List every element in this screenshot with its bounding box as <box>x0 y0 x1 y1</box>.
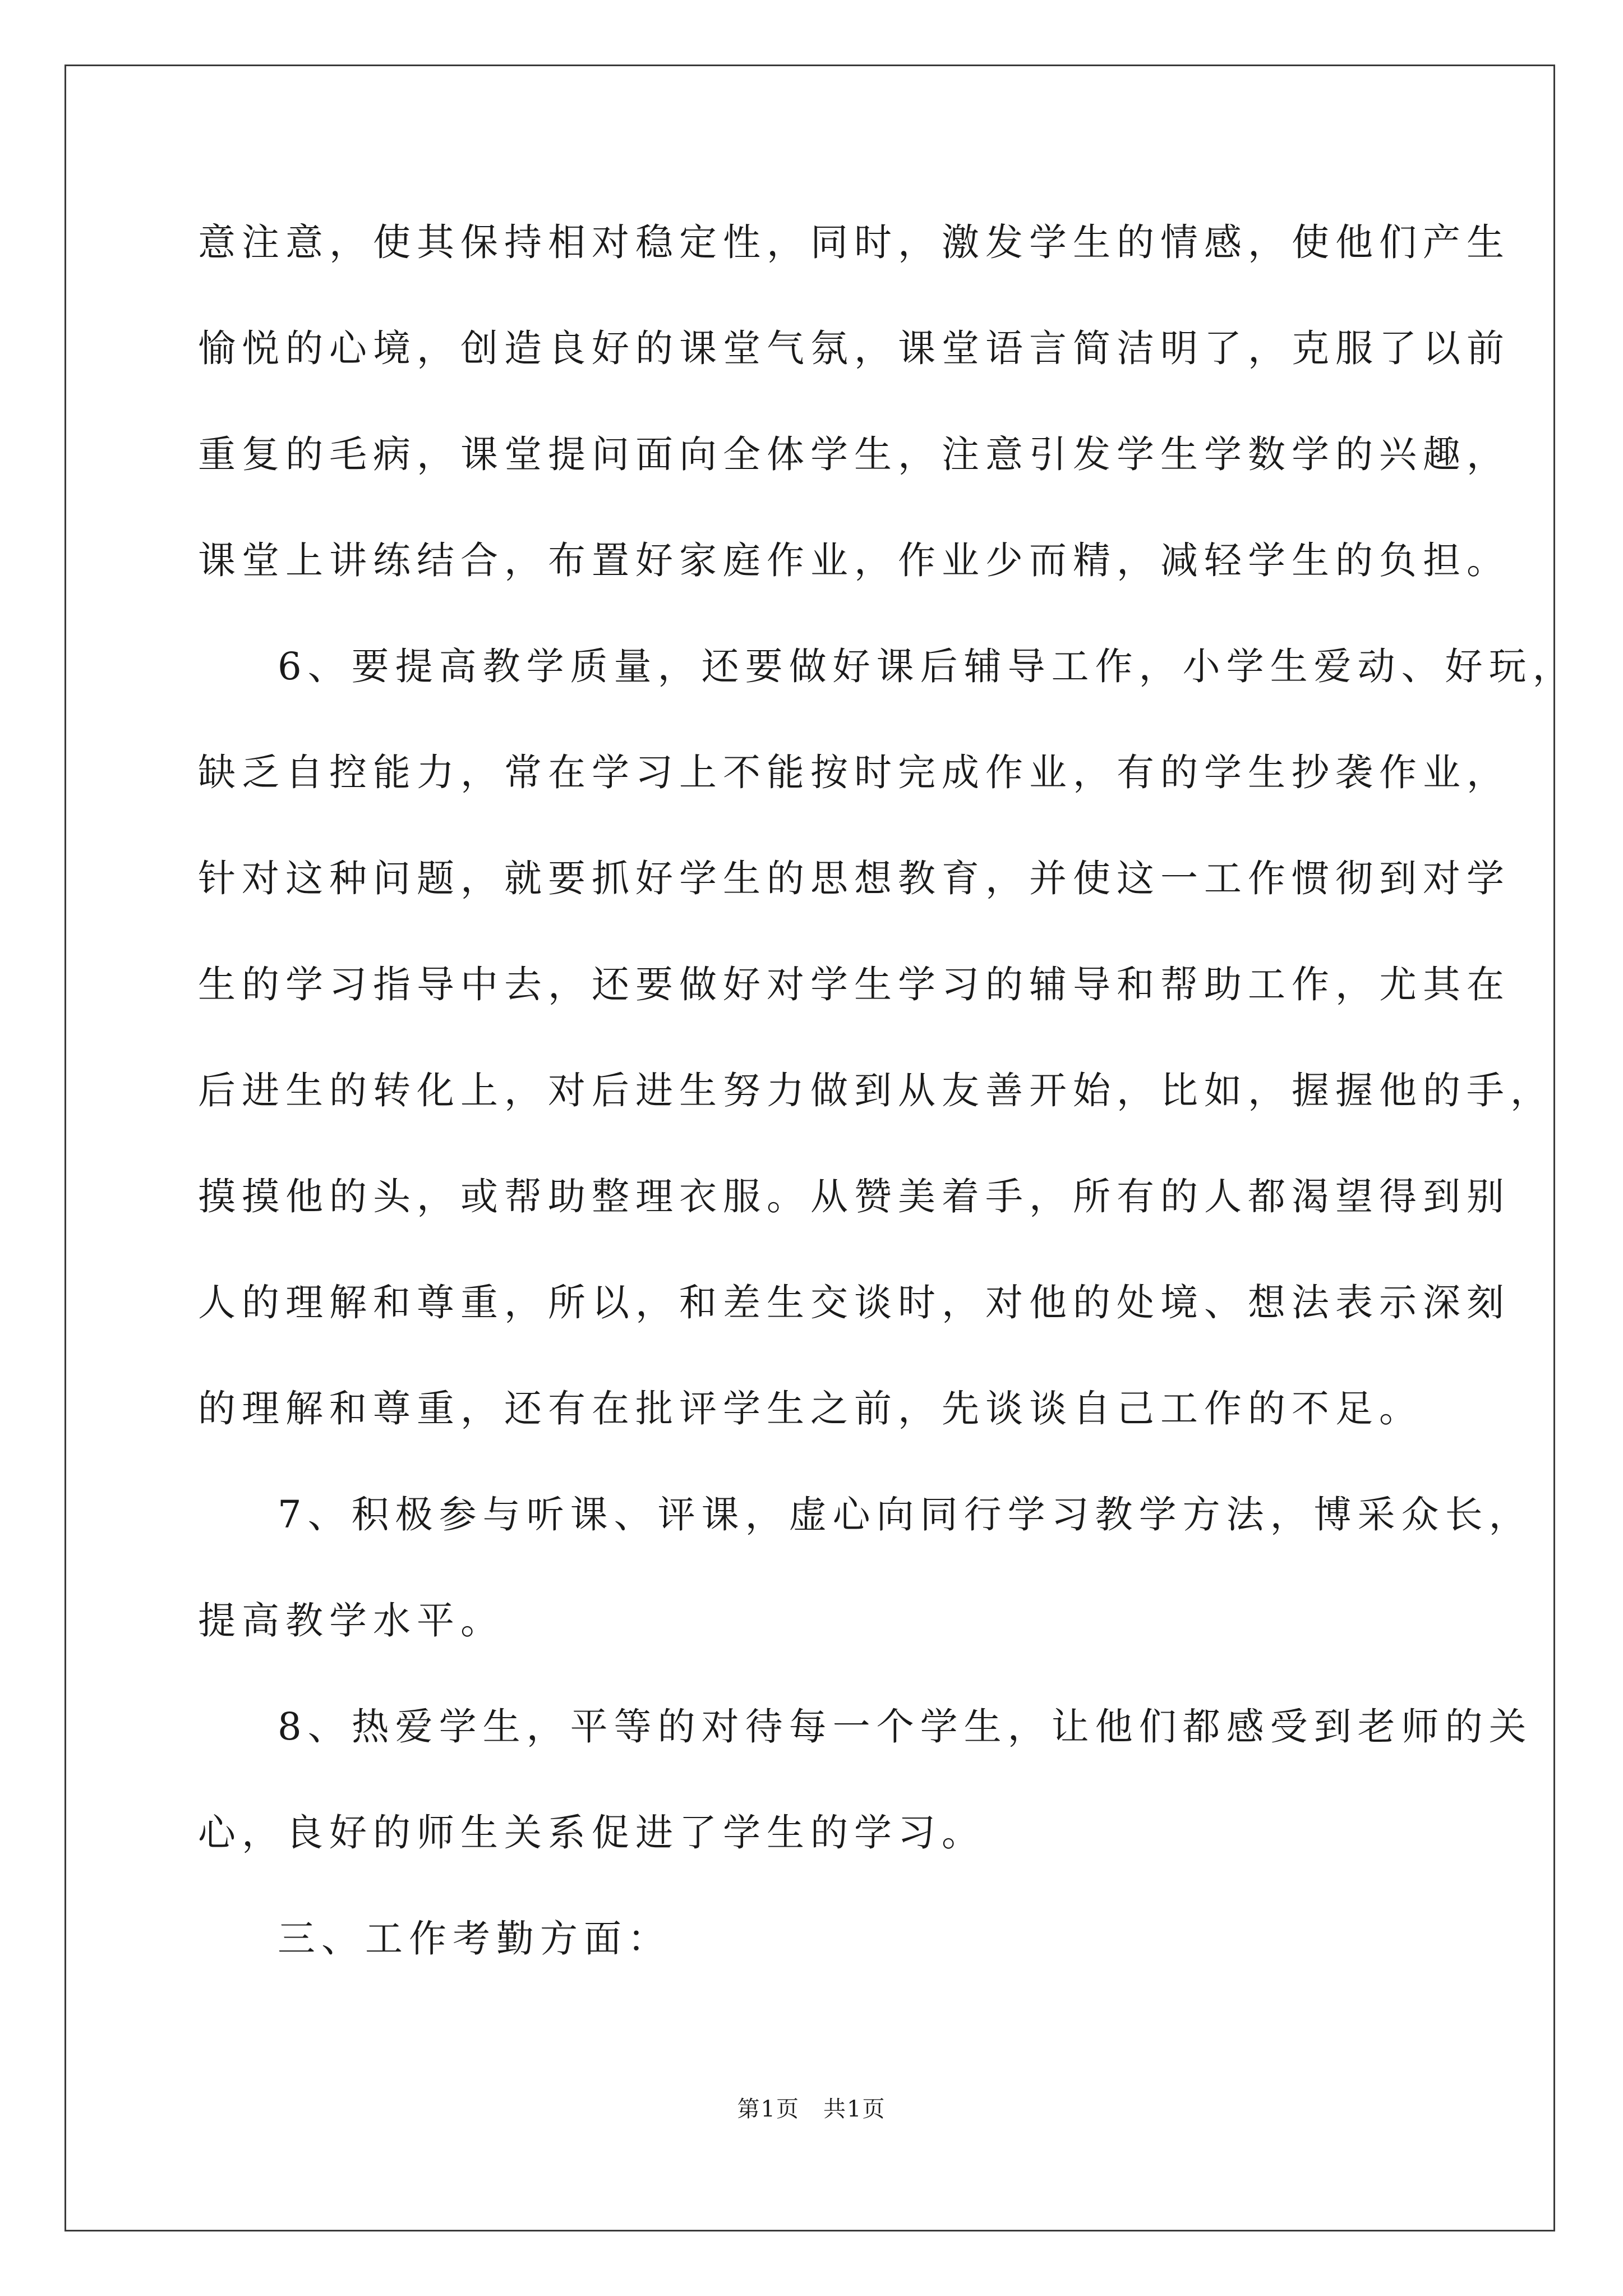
paragraph-6-first-line: 6、要提高教学质量，还要做好课后辅导工作，小学生爱动、好玩， <box>278 645 1576 688</box>
text-line: 摸摸他的头，或帮助整理衣服。从赞美着手，所有的人都渴望得到别 <box>198 1175 1510 1218</box>
text-line: 人的理解和尊重，所以，和差生交谈时，对他的处境、想法表示深刻 <box>198 1281 1510 1324</box>
text-line: 重复的毛病，课堂提问面向全体学生，注意引发学生学数学的兴趣， <box>198 432 1510 476</box>
text-line: 后进生的转化上，对后进生努力做到从友善开始，比如，握握他的手， <box>198 1069 1554 1112</box>
text-line: 生的学习指导中去，还要做好对学生学习的辅导和帮助工作，尤其在 <box>198 963 1510 1006</box>
paragraph-7-first-line: 7、积极参与听课、评课，虚心向同行学习教学方法，博采众长， <box>278 1493 1533 1536</box>
text-line: 心，良好的师生关系促进了学生的学习。 <box>198 1811 985 1855</box>
page-footer: 第1页 共1页 <box>737 2096 886 2122</box>
section-heading: 三、工作考勤方面： <box>278 1917 671 1961</box>
page-border <box>64 65 1555 2231</box>
text-line: 课堂上讲练结合，布置好家庭作业，作业少而精，减轻学生的负担。 <box>198 539 1510 582</box>
text-line: 提高教学水平。 <box>198 1599 504 1642</box>
text-line: 针对这种问题，就要抓好学生的思想教育，并使这一工作惯彻到对学 <box>198 857 1510 900</box>
paragraph-8-first-line: 8、热爱学生，平等的对待每一个学生，让他们都感受到老师的关 <box>278 1705 1533 1749</box>
text-line: 愉悦的心境，创造良好的课堂气氛，课堂语言简洁明了，克服了以前 <box>198 326 1510 370</box>
text-line: 的理解和尊重，还有在批评学生之前，先谈谈自己工作的不足。 <box>198 1387 1423 1430</box>
text-line: 缺乏自控能力，常在学习上不能按时完成作业，有的学生抄袭作业， <box>198 751 1510 794</box>
text-line: 意注意，使其保持相对稳定性，同时，激发学生的情感，使他们产生 <box>198 220 1510 264</box>
